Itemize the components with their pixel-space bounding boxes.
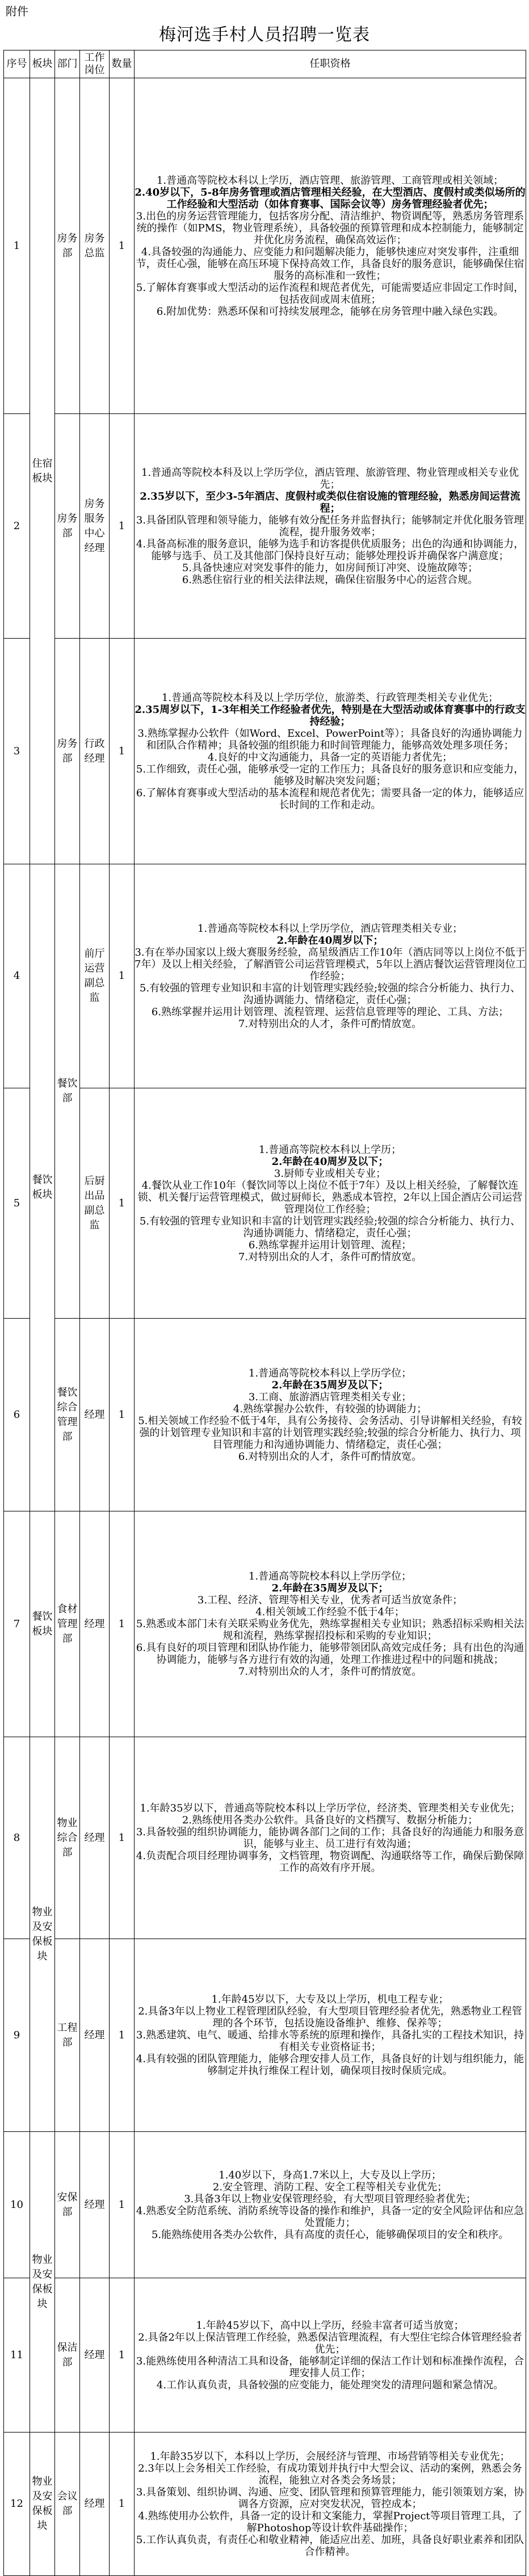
requirement-item: 1.普通高等院校本科及以上学历学位，酒店管理、旅游管理、物业管理或相关专业优先； — [141, 466, 519, 491]
requirement-item: 3.熟练掌握办公软件（如Word、Excel、PowerPoint等）；具备良好的沟通协调能力和团队合作精神；具备较强的组织能力和时间管理能力，能够高效处理多项任务； — [137, 727, 523, 751]
requirement-item: 3.熟悉建筑、电气、暖通、给排水等系统的原理和操作，具备扎实的工程技术知识，持有相关专业资格证书； — [136, 2029, 524, 2053]
requirement-item: 5.了解体育赛事或大型活动的运作流程和规范者优先，可能需要适应非固定工作时间，包括夜间或周末值班； — [136, 281, 524, 306]
requirement-item: 4.具备较强的沟通能力、应变能力和问题解决能力，能够快速应对突发事件，注重细节，责任心强，能够在高压环境下保持高效工作，具备良好的服务意识，能够确保住宿服务的高标准和一致性； — [136, 246, 524, 282]
sector-cell: 物业及安保板块 — [30, 2433, 55, 2576]
position-cell: 房务服务中心经理 — [80, 414, 110, 639]
requirement-item: 2.35周岁以下，1-3年相关工作经验者优先，特别是在大型活动或体育赛事中的行政支持经验； — [135, 703, 526, 728]
department-cell: 房务部 — [55, 78, 80, 414]
requirement-item: 2.3年以上会务相关工作经验，有成功策划并执行中大型会议、活动的案例，熟悉会务流程，能独立对各类会务场景； — [138, 2462, 522, 2486]
requirements-cell — [135, 414, 526, 639]
department-cell: 餐饮部 — [55, 864, 80, 1319]
requirement-item: 1.40岁以下，身高1.7米以上，大专及以上学历； — [219, 2169, 442, 2181]
position-cell: 经理 — [80, 1939, 110, 2132]
requirement-item: 2.年龄在40周岁及以下； — [271, 1155, 389, 1168]
requirements-cell — [135, 639, 526, 864]
table-row — [4, 2278, 526, 2433]
requirements-cell — [135, 2278, 526, 2433]
requirement-item: 2.熟练使用各类办公软件。具备良好的文档撰写、数据分析能力； — [182, 1814, 478, 1826]
requirement-item: 4.餐饮从业工作10年（餐饮同等以上岗位不低于7年）及以上相关经验，了解餐饮连锁、机关餐厅运营管理模式，做过厨师长，熟悉成本管控，2年以上国企酒店公司运营管理岗位工作经验； — [137, 1179, 523, 1215]
requirement-item: 1.普通高等院校本科以上学历； — [258, 1143, 402, 1156]
position-cell: 经理 — [80, 1319, 110, 1511]
count-cell: 1 — [110, 1939, 135, 2132]
table-row — [4, 1939, 526, 2132]
requirement-item: 6.具有良好的项目管理和团队协作能力，能够带领团队高效完成任务；具有出色的沟通协调能力，能够与各方进行有效的沟通，处理工作推进过程中的问题和挑战； — [136, 1642, 524, 1666]
header-serial: 序号 — [4, 50, 30, 78]
header-count: 数量 — [110, 50, 135, 78]
page-title: 梅河选手村人员招聘一览表 — [159, 25, 370, 45]
table-row — [4, 78, 526, 414]
requirement-item: 4.工作认真负责，具备较强的应变能力，能处理突发的清理问题和紧急情况。 — [156, 2379, 504, 2391]
department-cell: 房务部 — [55, 639, 80, 864]
requirement-item: 3.具备3年以上物业安保管理经验，有大型项目管理经验者优先； — [184, 2193, 476, 2205]
department-cell: 工程部 — [55, 1939, 80, 2132]
count-cell: 1 — [110, 2132, 135, 2278]
requirement-item: 2.年龄在35周岁及以下； — [271, 1379, 389, 1391]
department-cell: 保洁部 — [55, 2278, 80, 2433]
requirement-item: 1.普通高等院校本科以上学历学位； — [248, 1570, 412, 1582]
requirement-item: 4.熟悉安全防范系统、消防系统等设备的操作和维护，具备一定的安全风险评估和应急处置能力； — [136, 2205, 524, 2229]
requirement-item: 4.良好的中文沟通能力，具备一定的英语能力者优先； — [207, 751, 453, 763]
header-department: 部门 — [55, 50, 80, 78]
requirement-item: 3.出色的房务运营管理能力，包括客房分配、清洁维护、物资调配等，熟悉房务管理系统的操作（如PMS，物业管理系统），具备较强的预算管理和成本控制能力，能够制定并优化房务流程，确保高效运作； — [136, 210, 524, 246]
position-cell: 前厅运营副总监 — [80, 864, 110, 1088]
requirement-item: 4.负责配合项目经理协调事务，文档管理，物资调配、沟通联络等工作，确保后勤保障工作的高效有序开展。 — [136, 1849, 524, 1874]
table-row — [4, 2132, 526, 2278]
requirement-item: 7.对特别出众的人才，条件可酌情放宽。 — [238, 1666, 422, 1678]
requirement-item: 4.熟练使用办公软件，具备一定的设计和文案能力，掌握Project等项目管理工具，了解Photoshop等设计软件基础操作； — [138, 2510, 522, 2534]
requirement-item: 3.具备策划、组织协调、沟通、应变、团队管理和预算管理能力，能引领策划方案，协调各方资源，应对突发状况，管控成本； — [136, 2486, 524, 2510]
position-cell: 经理 — [80, 1511, 110, 1737]
row-serial-cell: 11 — [4, 2278, 30, 2433]
requirement-item: 6.熟悉住宿行业的相关法律法规，确保住宿服务中心的运营合规。 — [182, 573, 478, 586]
table-row — [4, 864, 526, 1088]
count-cell: 1 — [110, 2278, 135, 2433]
requirements-cell — [135, 1737, 526, 1939]
count-cell: 1 — [110, 414, 135, 639]
requirement-item: 3.工程、经济、管理等相关专业，优秀者可适当放宽条件； — [197, 1594, 463, 1606]
requirement-item: 4.相关领域工作经验不低于4年； — [255, 1606, 405, 1618]
table-row — [4, 639, 526, 864]
requirement-item: 2.40岁以下，5-8年房务管理或酒店管理相关经验，在大型酒店、度假村或类似场所的工作经验和大型活动（如体育赛事、国际会议等）房务管理经验者优先； — [135, 186, 526, 210]
count-cell: 1 — [110, 1088, 135, 1319]
table-header-row — [4, 50, 526, 78]
recruitment-table — [3, 50, 526, 2576]
requirement-item: 6.附加优势：熟悉环保和可持续发展理念，能够在房务管理中融入绿色实践。 — [156, 305, 504, 318]
requirement-item: 3.有在举办国家以上级大赛服务经验，高星级酒店工作10年（酒店同等以上岗位不低于7年）及以上相关经验，了解酒管公司运营管理模式，5年以上酒店餐饮运营管理岗位工作经验； — [135, 946, 526, 982]
row-serial-cell: 2 — [4, 414, 30, 639]
row-serial-cell: 7 — [4, 1511, 30, 1737]
row-serial-cell: 8 — [4, 1737, 30, 1939]
requirement-item: 7.对特别出众的人才，条件可酌情放宽。 — [238, 1017, 422, 1030]
department-cell: 安保部 — [55, 2132, 80, 2278]
requirement-item: 1.年龄35岁以下，普通高等院校本科以上学历学位，经济类、管理类相关专业优先； — [140, 1802, 520, 1814]
requirement-item: 5.有较强的管理专业知识和丰富的计划管理实践经验;较强的综合分析能力、执行力、沟通协调能力、情绪稳定，责任心强； — [139, 982, 521, 1006]
requirements-cell — [135, 864, 526, 1088]
requirement-item: 5.熟悉或本部门未有关联采购业务优先，熟练掌握相关专业知识；熟悉招标采购相关法规和流程，熟练掌握招投标和采购的专业知识； — [136, 1618, 524, 1642]
requirement-item: 5.能熟练使用各类办公软件，具有高度的责任心，能够确保项目的安全和秩序。 — [151, 2228, 509, 2241]
row-serial-cell: 3 — [4, 639, 30, 864]
header-sector: 板块 — [30, 50, 55, 78]
requirements-cell — [135, 1319, 526, 1511]
department-cell: 物业综合部 — [55, 1737, 80, 1939]
sector-cell: 住宿板块 — [30, 78, 55, 864]
requirement-item: 1.年龄35岁以下，本科以上学历，会展经济与管理、市场营销等相关专业优先； — [150, 2450, 510, 2463]
requirement-item: 2.年龄在40周岁以下； — [276, 934, 384, 947]
requirement-item: 2.具备2年以上保洁管理工作经验，熟悉保洁管理流程，有大型住宅综合体管理经验者优先； — [138, 2331, 522, 2355]
requirement-item: 3.工商、旅游酒店管理类相关专业； — [248, 1391, 412, 1403]
requirement-item: 6.熟练掌握并运用计划管理、流程管理、运营信息管理等的理论、工具、方法； — [151, 1006, 509, 1018]
requirement-item: 7.对特别出众的人才，条件可酌情放宽。 — [238, 1251, 422, 1263]
row-serial-cell: 9 — [4, 1939, 30, 2132]
requirements-cell — [135, 1939, 526, 2132]
requirement-item: 5.工作认真负责，有责任心和敬业精神，能适应出差、加班，具备良好职业素养和团队合作精神。 — [136, 2533, 524, 2558]
header-position: 工作岗位 — [80, 50, 110, 78]
requirements-cell — [135, 2433, 526, 2576]
department-cell: 餐饮综合管理部 — [55, 1319, 80, 1511]
position-cell: 行政经理 — [80, 639, 110, 864]
position-cell: 后厨出品副总监 — [80, 1088, 110, 1319]
requirement-item: 6.熟练掌握并运用计划管理、流程； — [248, 1239, 412, 1251]
requirement-item: 3.厨师专业或相关专业； — [274, 1167, 387, 1180]
row-serial-cell: 1 — [4, 78, 30, 414]
table-row — [4, 1511, 526, 1737]
requirement-item: 1.普通高等院校本科及以上学历学位，旅游类、行政管理类相关专业优先； — [161, 691, 499, 704]
requirement-item: 2.35岁以下，至少3-5年酒店、度假村或类似住宿设施的管理经验，熟悉房间运营流程； — [140, 490, 520, 514]
position-cell: 经理 — [80, 2278, 110, 2433]
requirement-item: 6.对特别出众的人才，条件可酌情放宽。 — [238, 1450, 422, 1463]
requirement-item: 1.普通高等院校本科以上学历，酒店管理、旅游管理、工商管理或相关领域； — [156, 174, 504, 187]
table-row — [4, 1088, 526, 1319]
count-cell: 1 — [110, 639, 135, 864]
count-cell: 1 — [110, 864, 135, 1088]
position-cell: 经理 — [80, 1737, 110, 1939]
requirement-item: 3.具备团队管理和领导能力，能够有效分配任务并监督执行；能够制定并优化服务管理流程，提升服务效率； — [136, 514, 524, 538]
count-cell: 1 — [110, 1737, 135, 1939]
row-serial-cell: 5 — [4, 1088, 30, 1319]
requirement-item: 1.普通高等院校本科以上学历学位； — [248, 1367, 412, 1379]
requirement-item: 6.了解体育赛事或大型活动的基本流程和规范者优先；需要具备一定的体力，能够适应长时间的工作和走动。 — [136, 787, 524, 811]
requirement-item: 1.普通高等院校本科以上学历学位，酒店管理类相关专业； — [197, 922, 463, 935]
position-cell: 经理 — [80, 2433, 110, 2576]
row-serial-cell: 6 — [4, 1319, 30, 1511]
row-serial-cell: 10 — [4, 2132, 30, 2278]
row-serial-cell: 4 — [4, 864, 30, 1088]
count-cell: 1 — [110, 78, 135, 414]
row-serial-cell: 12 — [4, 2433, 30, 2576]
sector-cell: 餐饮板块 — [30, 864, 55, 1511]
requirement-item: 2.年龄在35周岁及以下； — [271, 1582, 389, 1594]
requirement-item: 5.相关领域工作经验不低于4年，具有公务接待、会务活动、引导讲解相关经验，有较强的计划管理专业知识和丰富的计划管理实践经验;较强的综合分析能力、执行力、项目管理能力和沟通协调能力、情绪稳定，责任心强； — [138, 1414, 522, 1451]
table-row — [4, 2433, 526, 2576]
requirements-cell — [135, 1511, 526, 1737]
count-cell: 1 — [110, 1511, 135, 1737]
position-cell: 房务总监 — [80, 78, 110, 414]
requirement-item: 5.具备快速应对突发事件的能力，如房间预订冲突、设施故障等； — [182, 561, 478, 574]
department-cell: 房务部 — [55, 414, 80, 639]
count-cell: 1 — [110, 1319, 135, 1511]
requirements-cell — [135, 2132, 526, 2278]
position-cell: 经理 — [80, 2132, 110, 2278]
requirement-item: 5.有较强的管理专业知识和丰富的计划管理实践经验;较强的综合分析能力、执行力、沟通协调能力、情绪稳定，责任心强； — [139, 1215, 521, 1239]
sector-cell: 物业及安保板块 — [30, 2132, 55, 2433]
requirement-item: 1.年龄45岁以下，大专及以上学历，机电工程专业； — [211, 1994, 449, 2005]
table-row — [4, 1319, 526, 1511]
requirement-item: 1.年龄45岁以下，高中以上学历，经验丰富者可适当放宽； — [196, 2319, 464, 2332]
requirement-item: 4.具备高标准的服务意识，能够为选手和访客提供优质服务；出色的沟通和协调能力，能够与选手、员工及其他部门保持良好互动；能够处理投诉并确保客户满意度； — [136, 538, 524, 562]
requirement-item: 4.具有较强的团队管理能力，能够合理安排人员工作，具备良好的计划与组织能力，能够制定并执行维保工程计划，确保项目按时保质完成。 — [136, 2053, 524, 2077]
requirement-item: 4.熟练掌握办公软件，有较强的协调能力； — [233, 1403, 427, 1415]
department-cell: 会议部 — [55, 2433, 80, 2576]
requirement-item: 3.能熟练使用各种清洁工具和设备，能够制定详细的保洁工作计划和标准操作流程，合理安排人员工作； — [136, 2355, 524, 2379]
table-row — [4, 414, 526, 639]
count-cell: 1 — [110, 2433, 135, 2576]
attachment-label: 附件 — [6, 5, 28, 18]
table-row — [4, 1737, 526, 1939]
department-cell: 食材管理部 — [55, 1511, 80, 1737]
requirements-cell — [135, 78, 526, 414]
sector-cell: 物业及安保板块 — [30, 1737, 55, 2132]
sector-cell: 餐饮板块 — [30, 1511, 55, 1737]
requirement-item: 5.工作细致，责任心强，能够承受一定的工作压力；具备良好的服务意识和应变能力，能够及时解决突发问题； — [136, 763, 524, 787]
requirement-item: 2.安全管理、消防工程、安全工程等相关专业优先； — [212, 2181, 448, 2193]
header-requirements: 任职资格 — [135, 50, 526, 78]
requirement-item: 3.具备较强的组织协调能力，能协调各部门之间的工作；具备良好的沟通能力和服务意识，能够与业主、员工进行有效沟通； — [136, 1826, 524, 1850]
requirements-cell — [135, 1088, 526, 1319]
requirement-item: 2.具备3年以上物业工程管理团队经验，有大型项目管理经验者优先，熟悉物业工程管理的各个环节，包括设施设备维护、维修、保养等； — [138, 2005, 522, 2029]
